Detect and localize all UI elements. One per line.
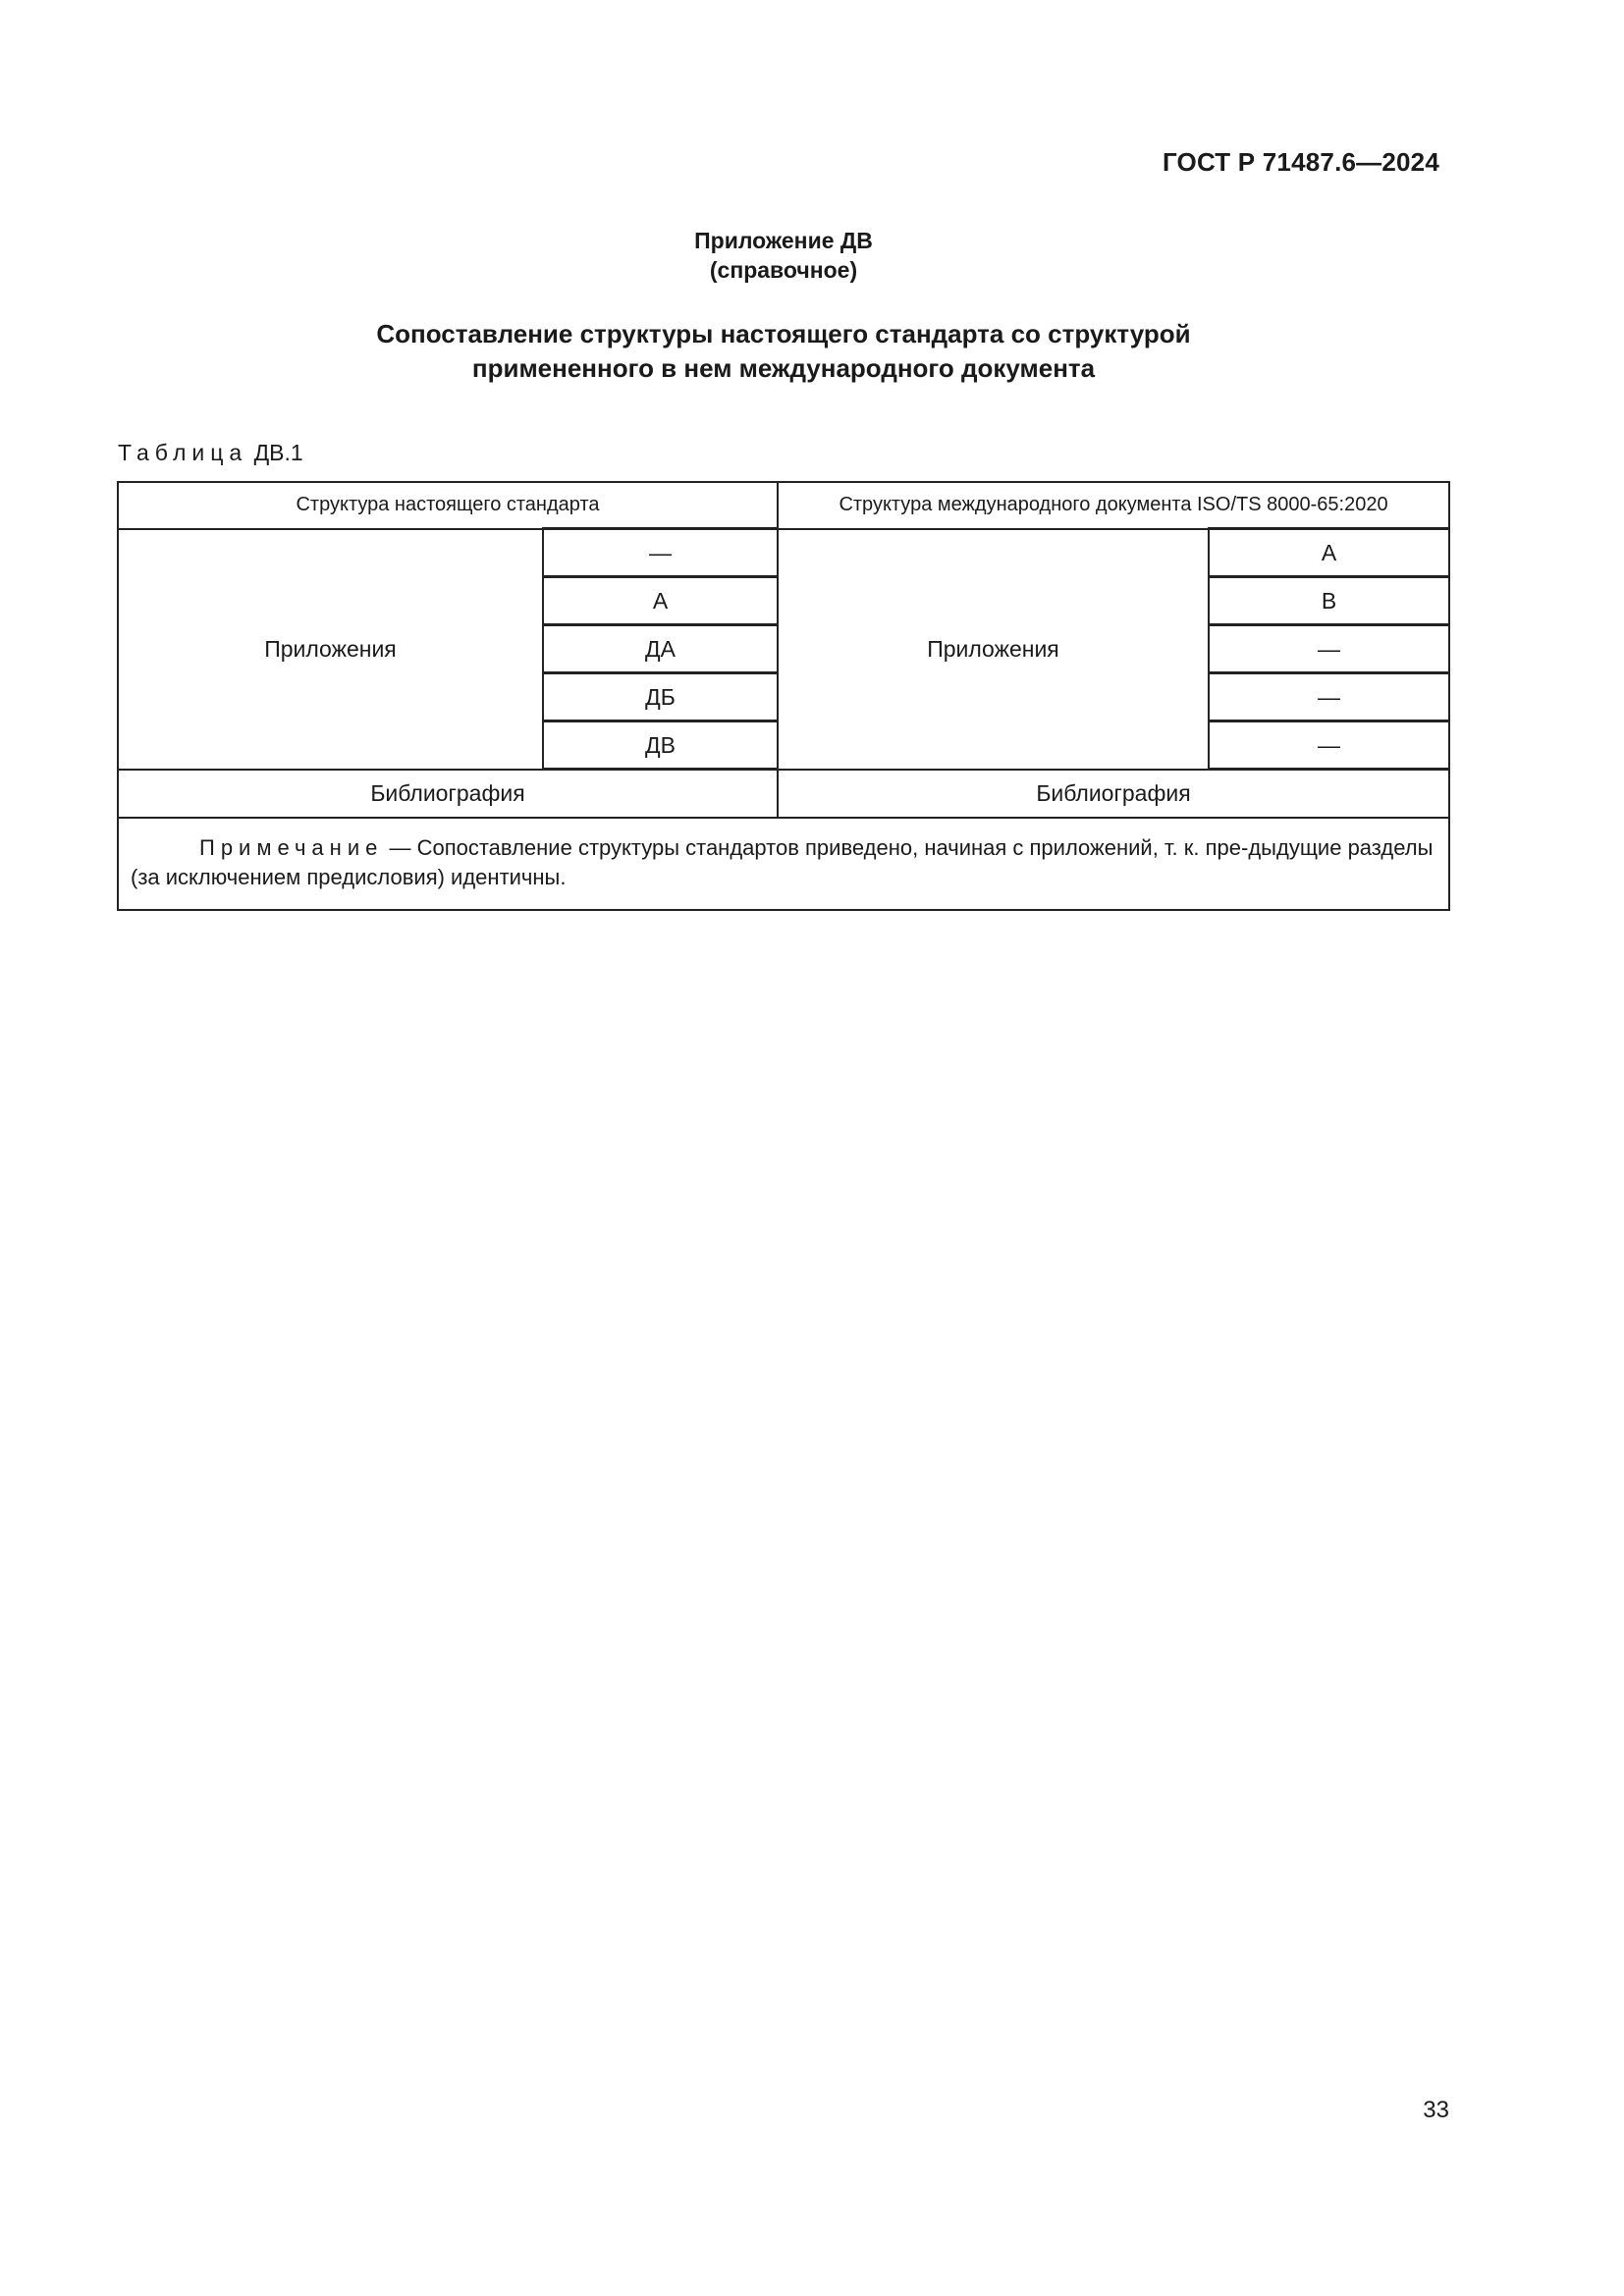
left-item-cell: ДБ: [543, 673, 778, 721]
note-row: [118, 818, 1449, 910]
left-item-cell: —: [543, 529, 778, 577]
note-text: — Сопоставление структуры стандартов приведено, начиная с приложений, т. к. пре-дыдущие разделы (за исключением предисловия) идентичны.: [131, 835, 1434, 889]
table-header-row: [118, 482, 1449, 529]
appendix-title: Приложение ДВ: [694, 228, 873, 253]
right-item-cell: —: [1209, 673, 1449, 721]
table-row: [118, 529, 1449, 577]
appendix-subtitle: (справочное): [709, 257, 858, 283]
bibliography-right: Библиография: [778, 770, 1449, 819]
right-item-cell: —: [1209, 625, 1449, 673]
header-right: Структура международного документа ISO/TS 8000-65:2020: [778, 482, 1449, 529]
page-number: 33: [1423, 2097, 1449, 2123]
section-title-line1: Сопоставление структуры настоящего стандарта со структурой: [376, 319, 1191, 348]
table-caption-number: ДВ.1: [253, 440, 303, 465]
bibliography-left: Библиография: [118, 770, 778, 819]
left-group-cell: Приложения: [118, 529, 543, 770]
appendix-heading: [0, 226, 1567, 285]
document-code: ГОСТ Р 71487.6—2024: [1162, 147, 1439, 177]
left-item-cell: ДВ: [543, 721, 778, 770]
left-item-cell: А: [543, 577, 778, 625]
section-heading: [0, 317, 1567, 386]
table-note: [118, 818, 1449, 910]
right-group-cell: Приложения: [778, 529, 1209, 770]
table-caption-label: Таблица: [118, 440, 248, 465]
right-item-cell: В: [1209, 577, 1449, 625]
right-item-cell: —: [1209, 721, 1449, 770]
table-caption: [118, 440, 303, 466]
note-label: Примечание: [199, 835, 384, 860]
header-left: Структура настоящего стандарта: [118, 482, 778, 529]
right-item-cell: А: [1209, 529, 1449, 577]
comparison-table: [117, 481, 1450, 911]
section-title-line2: примененного в нем международного документа: [471, 353, 1096, 383]
bibliography-row: [118, 770, 1449, 819]
left-item-cell: ДА: [543, 625, 778, 673]
